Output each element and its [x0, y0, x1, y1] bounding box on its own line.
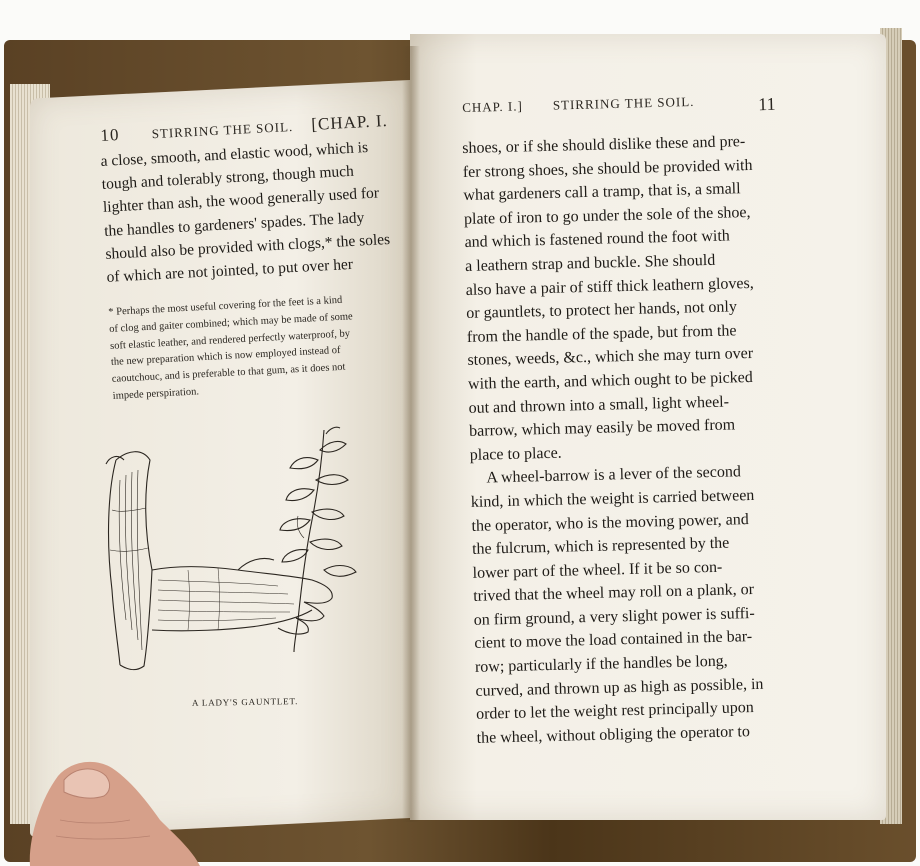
illustration-caption: A LADY'S GAUNTLET. — [191, 696, 299, 708]
text-line: out and thrown into a small, light wheel- — [468, 393, 730, 417]
text-line: the wheel, without obliging the operator to — [476, 722, 751, 747]
left-running-title: STIRRING THE SOIL. — [151, 118, 294, 142]
text-line: row; particularly if the handles be long, — [474, 652, 728, 676]
text-line: place to place. — [469, 444, 562, 464]
text-line: also have a pair of stiff thick leathern gloves, — [465, 274, 754, 299]
text-line: stones, weeds, &c., which she may turn over — [467, 345, 754, 370]
right-chapter-label: CHAP. I.] — [462, 98, 524, 115]
thumb-holding-book — [0, 740, 200, 866]
text-line: curved, and thrown up as high as possible, in — [475, 675, 764, 700]
text-line: what gardeners call a tramp, that is, a small — [463, 180, 741, 205]
footnote-line: of clog and gaiter combined; which may be made of some — [108, 311, 353, 335]
right-paragraph-1 — [462, 129, 788, 467]
text-line: plate of iron to go under the sole of the shoe, — [463, 203, 751, 228]
left-chapter-label: [CHAP. I. — [310, 110, 389, 134]
right-running-title: STIRRING THE SOIL. — [552, 93, 695, 113]
text-line: fer strong shoes, she should be provided with — [462, 156, 753, 181]
text-line: the handles to gardeners' spades. The lady — [103, 208, 365, 240]
footnote-line: impede perspiration. — [112, 386, 200, 402]
text-line: the operator, who is the moving power, and — [471, 510, 749, 535]
footnote-line: soft elastic leather, and rendered perfectly waterproof, by — [109, 327, 351, 352]
text-line: a leathern strap and buckle. She should — [464, 251, 716, 275]
right-page-body — [462, 129, 795, 750]
text-line: barrow, which may easily be moved from — [468, 416, 736, 441]
book-gutter — [402, 46, 420, 822]
left-page-number: 10 — [100, 125, 120, 145]
text-line: kind, in which the weight is carried between — [470, 486, 755, 511]
text-line: a close, smooth, and elastic wood, which is — [100, 138, 369, 170]
footnote-line: caoutchouc, and is preferable to that gum, as it does not — [111, 361, 346, 386]
text-line: order to let the weight rest principally upon — [475, 699, 754, 724]
text-line: A wheel-barrow is a lever of the second — [486, 463, 742, 487]
text-line: of which are not jointed, to put over her — [106, 255, 354, 286]
text-line: tough and tolerably strong, though much — [101, 162, 355, 194]
text-line: shoes, or if she should dislike these and pre- — [462, 133, 746, 157]
text-line: lower part of the wheel. If it be so con- — [472, 558, 723, 582]
text-line: from the handle of the spade, but from the — [466, 322, 737, 346]
text-line: should also be provided with clogs,* the soles — [105, 230, 391, 263]
text-line: trived that the wheel may roll on a plank, or — [473, 581, 755, 606]
footnote — [108, 292, 369, 406]
left-page-body — [100, 136, 391, 289]
text-line: and which is fastened round the foot with — [464, 227, 730, 252]
footnote-line: * Perhaps the most useful covering for the feet is a kind — [108, 294, 343, 318]
text-line: on firm ground, a very slight power is suffi- — [473, 604, 755, 629]
text-line: lighter than ash, the wood generally used for — [102, 184, 380, 217]
text-line: or gauntlets, to protect her hands, not only — [466, 298, 738, 323]
text-line: cient to move the load contained in the bar- — [474, 628, 753, 653]
footnote-line: the new preparation which is now employed instead of — [110, 345, 341, 369]
gauntlet-illustration — [98, 420, 378, 690]
right-page-number: 11 — [757, 93, 776, 115]
text-line: with the earth, and which ought to be picked — [467, 368, 753, 393]
right-paragraph-2 — [470, 459, 795, 750]
text-line: the fulcrum, which is represented by the — [471, 534, 730, 558]
